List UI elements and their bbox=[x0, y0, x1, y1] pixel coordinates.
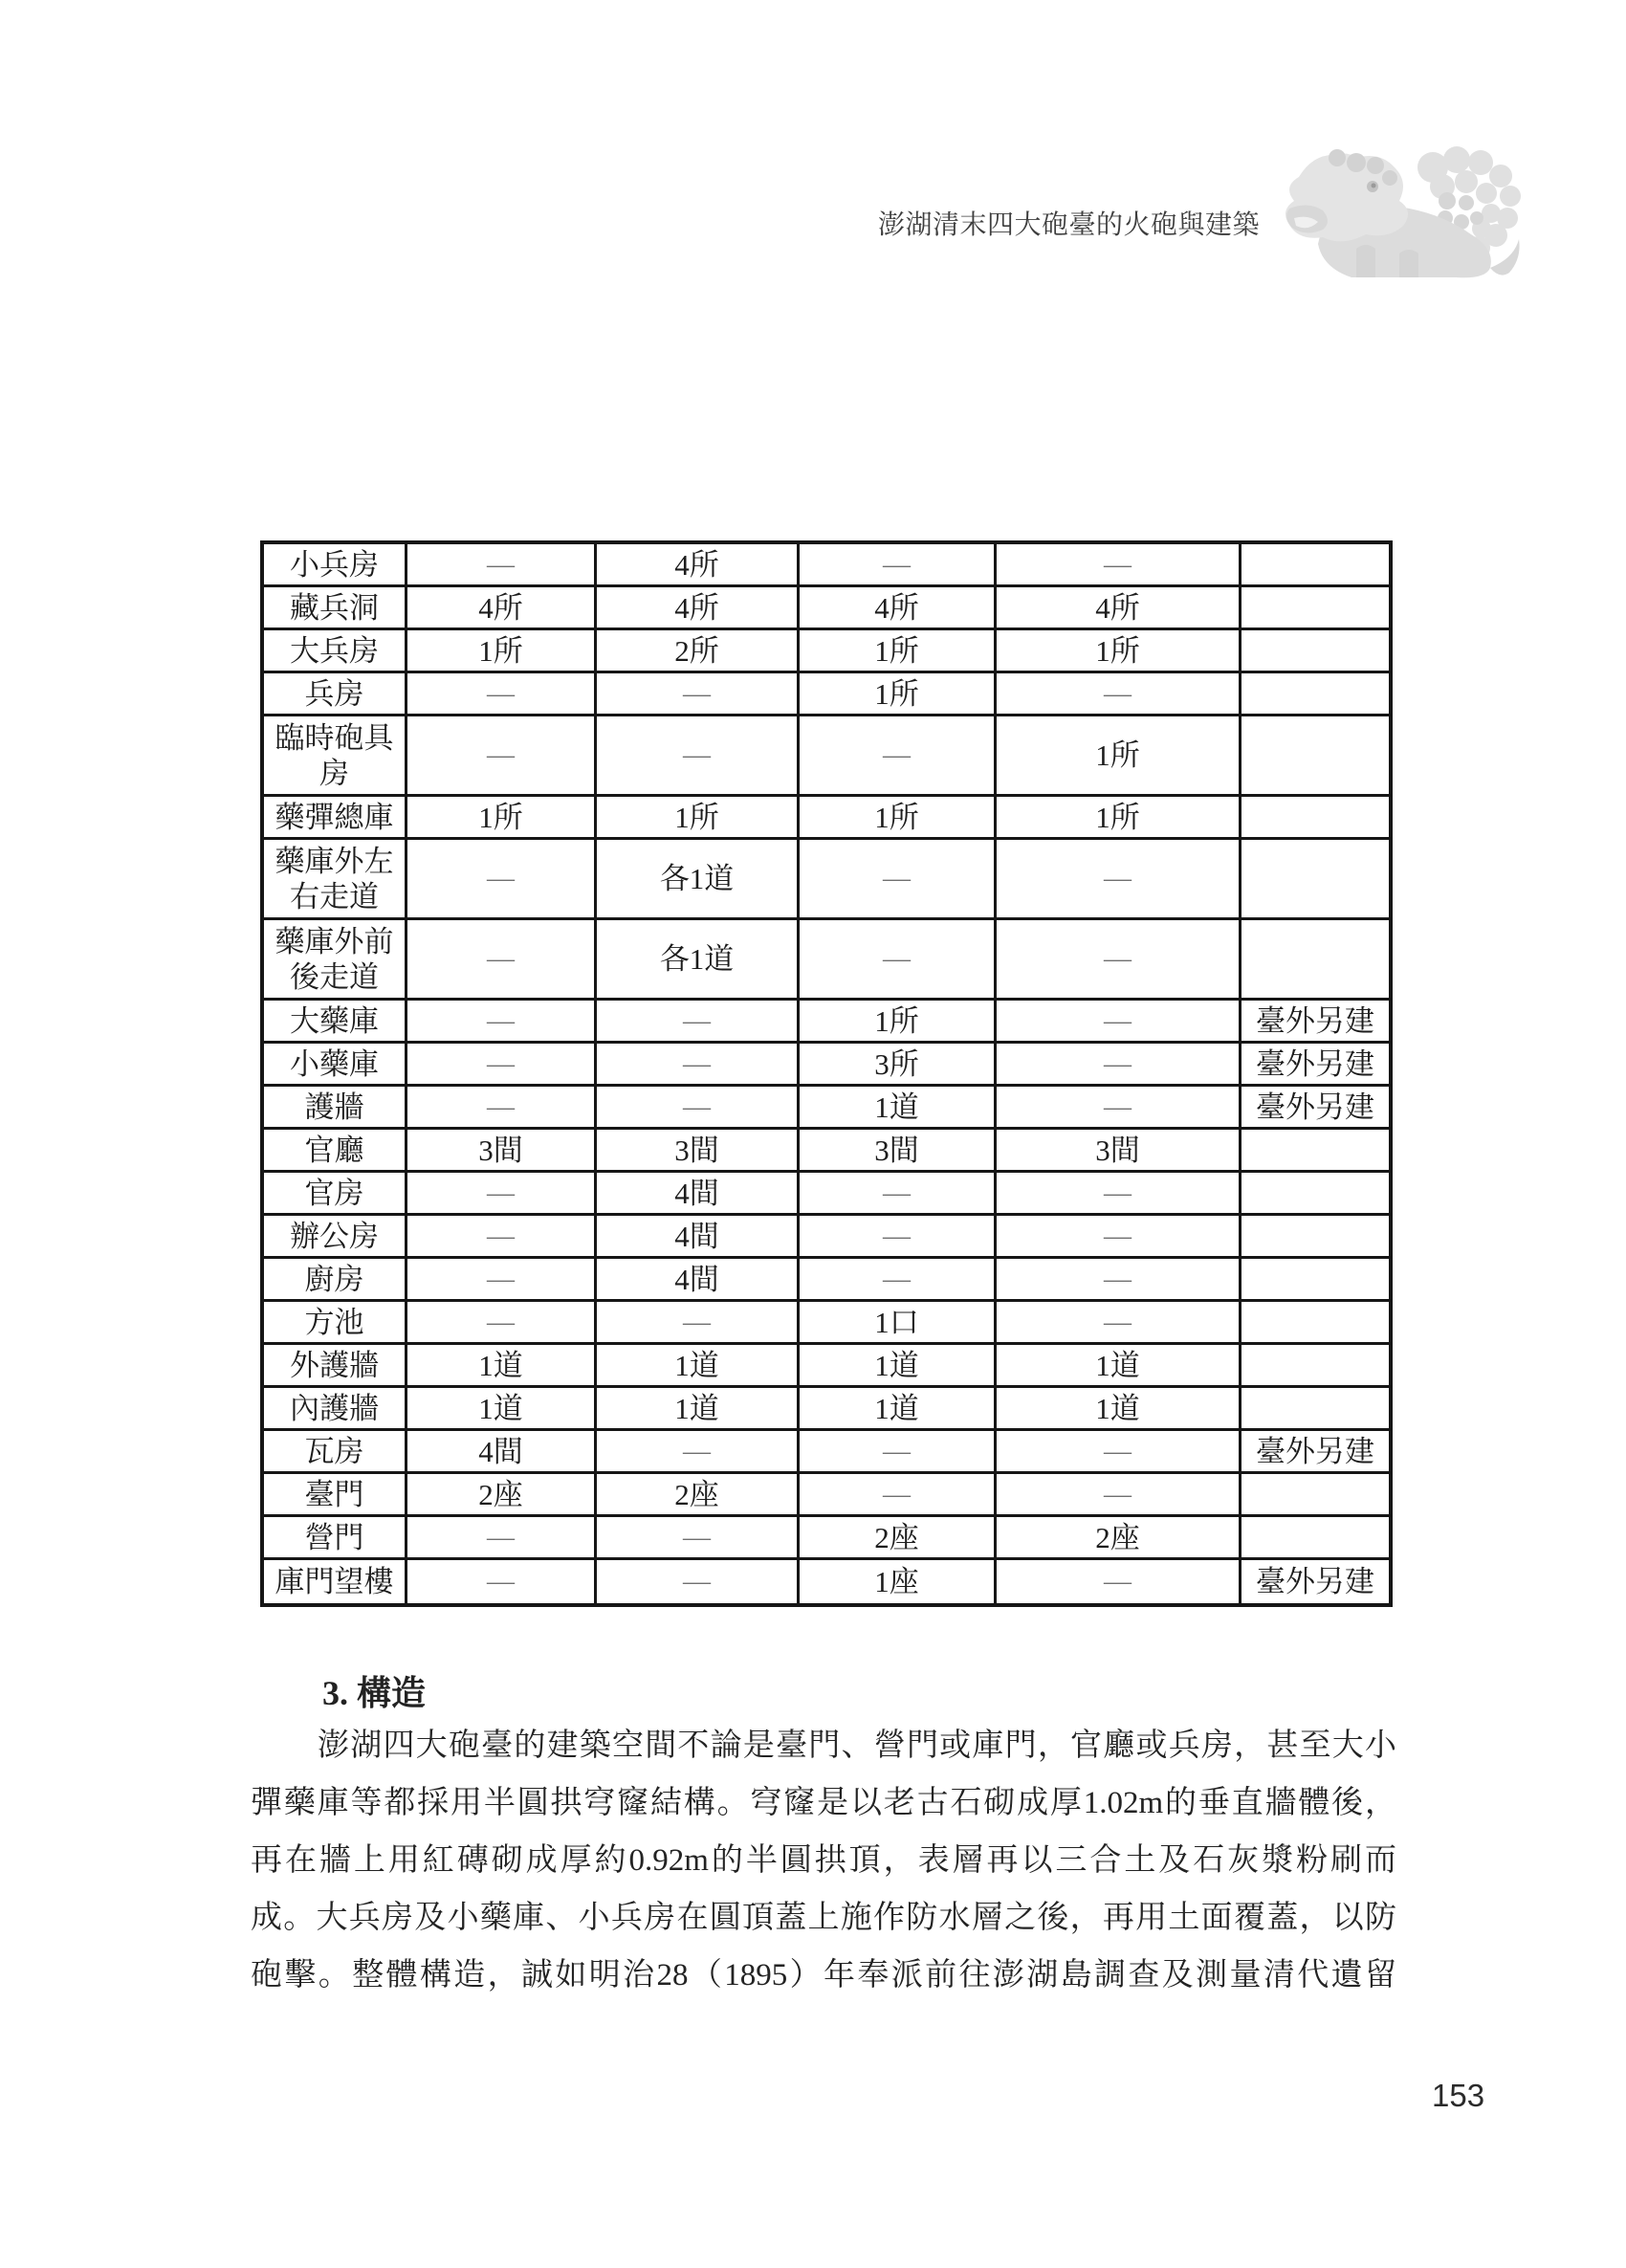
count-cell: 4所 bbox=[407, 587, 597, 628]
remark-cell bbox=[1241, 1345, 1389, 1385]
count-cell: 各1道 bbox=[597, 840, 800, 917]
count-cell: 1所 bbox=[800, 673, 997, 714]
count-cell: — bbox=[997, 920, 1241, 998]
paragraph-line: 彈藥庫等都採用半圓拱穹窿結構。穹窿是以老古石砌成厚1.02m的垂直牆體後， bbox=[251, 1786, 1396, 1820]
count-cell: — bbox=[997, 1044, 1241, 1084]
row-label-cell: 廚房 bbox=[264, 1259, 407, 1299]
count-cell: 1道 bbox=[997, 1345, 1241, 1385]
count-cell: — bbox=[800, 1216, 997, 1256]
count-cell: 1道 bbox=[800, 1087, 997, 1127]
building-count-table bbox=[260, 540, 1393, 1607]
table-row bbox=[264, 1001, 1389, 1044]
count-cell: 1所 bbox=[597, 797, 800, 837]
paragraph-line: 成。大兵房及小藥庫、小兵房在圓頂蓋上施作防水層之後，再用土面覆蓋，以防 bbox=[251, 1901, 1396, 1935]
remark-cell: 臺外另建 bbox=[1256, 1046, 1374, 1081]
count-cell: — bbox=[597, 1044, 800, 1084]
table-row bbox=[264, 1044, 1389, 1087]
table-row bbox=[264, 1388, 1389, 1431]
row-label-cell: 瓦房 bbox=[264, 1431, 407, 1471]
count-cell: — bbox=[407, 1259, 597, 1299]
count-cell: 1所 bbox=[800, 797, 997, 837]
row-label-cell: 臺門 bbox=[264, 1474, 407, 1514]
row-label-cell: 內護牆 bbox=[264, 1388, 407, 1428]
count-cell: — bbox=[800, 1259, 997, 1299]
table-row bbox=[264, 1517, 1389, 1560]
page-number: 153 bbox=[1432, 2078, 1485, 2113]
count-cell: 1所 bbox=[997, 716, 1241, 794]
remark-cell bbox=[1241, 1259, 1389, 1299]
row-label-cell: 大藥庫 bbox=[264, 1001, 407, 1041]
count-cell: 3間 bbox=[800, 1130, 997, 1170]
count-cell: — bbox=[597, 1302, 800, 1342]
count-cell: 3間 bbox=[407, 1130, 597, 1170]
remark-cell bbox=[1241, 630, 1389, 671]
remark-cell bbox=[1241, 920, 1389, 998]
count-cell: — bbox=[997, 673, 1241, 714]
count-cell: — bbox=[597, 673, 800, 714]
count-cell: — bbox=[597, 1560, 800, 1603]
count-cell: 1所 bbox=[407, 630, 597, 671]
count-cell: 4間 bbox=[407, 1431, 597, 1471]
count-cell: 1所 bbox=[997, 630, 1241, 671]
row-label-cell: 小兵房 bbox=[264, 544, 407, 584]
row-label-cell: 兵房 bbox=[264, 673, 407, 714]
table-row bbox=[264, 716, 1389, 797]
paragraph-line: 再在牆上用紅磚砌成厚約0.92m的半圓拱頂，表層再以三合土及石灰漿粉刷而 bbox=[251, 1843, 1396, 1878]
row-label-cell: 辦公房 bbox=[264, 1216, 407, 1256]
count-cell: — bbox=[407, 920, 597, 998]
count-cell: — bbox=[997, 840, 1241, 917]
count-cell: — bbox=[597, 1517, 800, 1557]
count-cell: 2座 bbox=[997, 1517, 1241, 1557]
count-cell: 2所 bbox=[597, 630, 800, 671]
remark-cell bbox=[1241, 587, 1389, 628]
lion-statue-image bbox=[1264, 134, 1525, 287]
row-label-cell: 藥庫外左右走道 bbox=[264, 840, 407, 917]
count-cell: 3所 bbox=[800, 1044, 997, 1084]
table-row bbox=[264, 1216, 1389, 1259]
remark-cell: 臺外另建 bbox=[1256, 1090, 1374, 1124]
row-label-cell: 外護牆 bbox=[264, 1345, 407, 1385]
table-row bbox=[264, 1087, 1389, 1130]
table-row bbox=[264, 797, 1389, 840]
section-paragraph bbox=[251, 1717, 1396, 2004]
section-heading: 3. 構造 bbox=[322, 1674, 427, 1712]
count-cell: — bbox=[997, 1087, 1241, 1127]
table-row bbox=[264, 1302, 1389, 1345]
count-cell: 4間 bbox=[597, 1216, 800, 1256]
count-cell: 4所 bbox=[597, 587, 800, 628]
count-cell: 1道 bbox=[407, 1345, 597, 1385]
remark-cell bbox=[1241, 840, 1389, 917]
row-label-cell: 藥彈總庫 bbox=[264, 797, 407, 837]
remark-cell: 臺外另建 bbox=[1256, 1003, 1374, 1038]
count-cell: — bbox=[407, 1044, 597, 1084]
count-cell: — bbox=[997, 1173, 1241, 1213]
remark-cell bbox=[1241, 1173, 1389, 1213]
count-cell: 1所 bbox=[997, 797, 1241, 837]
count-cell: — bbox=[800, 1173, 997, 1213]
table-row bbox=[264, 673, 1389, 716]
count-cell: — bbox=[407, 1216, 597, 1256]
count-cell: 1所 bbox=[800, 630, 997, 671]
count-cell: 1道 bbox=[597, 1345, 800, 1385]
count-cell: — bbox=[997, 1001, 1241, 1041]
count-cell: 4間 bbox=[597, 1259, 800, 1299]
remark-cell bbox=[1241, 1517, 1389, 1557]
remark-cell bbox=[1241, 544, 1389, 584]
table-row bbox=[264, 840, 1389, 920]
row-label-cell: 藥庫外前後走道 bbox=[264, 920, 407, 998]
row-label-cell: 官房 bbox=[264, 1173, 407, 1213]
remark-cell bbox=[1241, 1302, 1389, 1342]
count-cell: — bbox=[407, 1560, 597, 1603]
count-cell: 4所 bbox=[800, 587, 997, 628]
count-cell: — bbox=[800, 840, 997, 917]
count-cell: — bbox=[597, 716, 800, 794]
count-cell: — bbox=[997, 1302, 1241, 1342]
count-cell: — bbox=[800, 544, 997, 584]
count-cell: — bbox=[997, 544, 1241, 584]
count-cell: — bbox=[407, 840, 597, 917]
count-cell: 1道 bbox=[407, 1388, 597, 1428]
row-label-cell: 護牆 bbox=[264, 1087, 407, 1127]
table-row bbox=[264, 630, 1389, 673]
count-cell: — bbox=[997, 1560, 1241, 1603]
row-label-cell: 大兵房 bbox=[264, 630, 407, 671]
count-cell: — bbox=[597, 1001, 800, 1041]
row-label-cell: 營門 bbox=[264, 1517, 407, 1557]
remark-cell bbox=[1241, 1130, 1389, 1170]
count-cell: — bbox=[997, 1474, 1241, 1514]
count-cell: — bbox=[997, 1216, 1241, 1256]
running-header-title: 澎湖清末四大砲臺的火砲與建築 bbox=[878, 210, 1261, 240]
count-cell: — bbox=[997, 1431, 1241, 1471]
count-cell: — bbox=[597, 1431, 800, 1471]
count-cell: — bbox=[800, 1474, 997, 1514]
remark-cell bbox=[1241, 673, 1389, 714]
count-cell: — bbox=[407, 1173, 597, 1213]
remark-cell: 臺外另建 bbox=[1256, 1434, 1374, 1468]
table-row bbox=[264, 544, 1389, 587]
count-cell: — bbox=[407, 1517, 597, 1557]
count-cell: 3間 bbox=[597, 1130, 800, 1170]
table-row bbox=[264, 1130, 1389, 1173]
remark-cell bbox=[1241, 716, 1389, 794]
count-cell: — bbox=[407, 716, 597, 794]
remark-cell bbox=[1241, 1474, 1389, 1514]
paragraph-line: 砲擊。整體構造，誠如明治28（1895）年奉派前往澎湖島調查及測量清代遺留 bbox=[251, 1958, 1396, 1993]
count-cell: 各1道 bbox=[597, 920, 800, 998]
count-cell: 2座 bbox=[597, 1474, 800, 1514]
table-row bbox=[264, 1474, 1389, 1517]
remark-cell bbox=[1241, 1216, 1389, 1256]
row-label-cell: 藏兵洞 bbox=[264, 587, 407, 628]
row-label-cell: 方池 bbox=[264, 1302, 407, 1342]
count-cell: 1口 bbox=[800, 1302, 997, 1342]
row-label-cell: 臨時砲具房 bbox=[264, 716, 407, 794]
count-cell: — bbox=[407, 1302, 597, 1342]
count-cell: 4間 bbox=[597, 1173, 800, 1213]
count-cell: 3間 bbox=[997, 1130, 1241, 1170]
count-cell: — bbox=[407, 1001, 597, 1041]
table-row bbox=[264, 1259, 1389, 1302]
table-row bbox=[264, 920, 1389, 1001]
row-label-cell: 庫門望樓 bbox=[264, 1560, 407, 1603]
count-cell: 2座 bbox=[407, 1474, 597, 1514]
table-row bbox=[264, 1560, 1389, 1603]
count-cell: 2座 bbox=[800, 1517, 997, 1557]
table-row bbox=[264, 587, 1389, 630]
remark-cell: 臺外另建 bbox=[1256, 1565, 1374, 1598]
count-cell: 1所 bbox=[407, 797, 597, 837]
count-cell: 4所 bbox=[597, 544, 800, 584]
count-cell: — bbox=[407, 1087, 597, 1127]
count-cell: — bbox=[800, 1431, 997, 1471]
table-row bbox=[264, 1431, 1389, 1474]
count-cell: 1道 bbox=[800, 1388, 997, 1428]
row-label-cell: 官廳 bbox=[264, 1130, 407, 1170]
count-cell: — bbox=[407, 544, 597, 584]
count-cell: — bbox=[800, 716, 997, 794]
count-cell: 1所 bbox=[800, 1001, 997, 1041]
remark-cell bbox=[1241, 797, 1389, 837]
count-cell: — bbox=[800, 920, 997, 998]
count-cell: 1道 bbox=[800, 1345, 997, 1385]
remark-cell bbox=[1241, 1388, 1389, 1428]
table-row bbox=[264, 1345, 1389, 1388]
row-label-cell: 小藥庫 bbox=[264, 1044, 407, 1084]
count-cell: — bbox=[597, 1087, 800, 1127]
count-cell: — bbox=[997, 1259, 1241, 1299]
paragraph-line: 澎湖四大砲臺的建築空間不論是臺門、營門或庫門，官廳或兵房，甚至大小 bbox=[318, 1729, 1396, 1763]
count-cell: 1道 bbox=[997, 1388, 1241, 1428]
count-cell: — bbox=[407, 673, 597, 714]
count-cell: 1道 bbox=[597, 1388, 800, 1428]
table-row bbox=[264, 1173, 1389, 1216]
count-cell: 1座 bbox=[800, 1560, 997, 1603]
count-cell: 4所 bbox=[997, 587, 1241, 628]
